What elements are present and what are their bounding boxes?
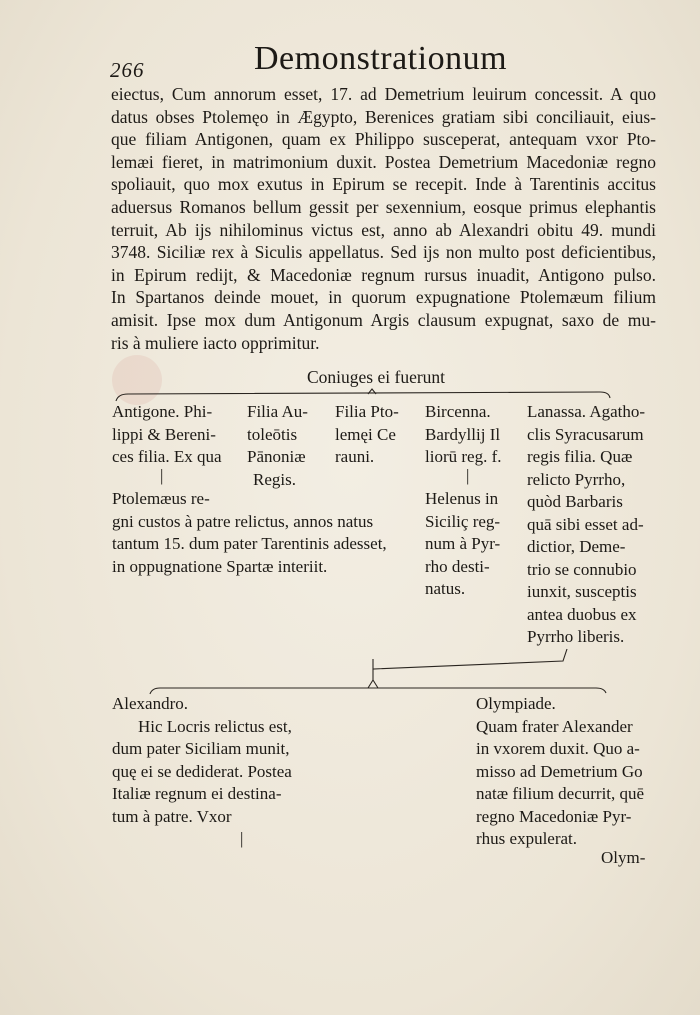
catchword: Olym- [601, 848, 646, 867]
stemma-text: rauni. [335, 447, 375, 466]
stemma-text: Lanassa. Agatho- [527, 402, 646, 421]
page-number: 266 [110, 58, 145, 82]
child-alexander [112, 693, 292, 828]
body-line: In Spartanos deinde mouet, in quorum expugnatione Ptolemæum filium [111, 287, 656, 308]
spouse-ceraunus-daughter [335, 401, 399, 469]
stemma-text: Filia Au- [247, 402, 308, 421]
stemma-text: Hic Locris relictus est, [138, 716, 292, 736]
body-line: in Epirum redijt, & Macedoniæ regnum rursus inuadit, Antigono pulso. [111, 264, 656, 285]
descent-bar: | [160, 466, 164, 485]
stemma-text: Bircenna. [425, 402, 491, 421]
stemma-text: in vxorem duxit. Quo a- [476, 739, 640, 758]
stemma-text: quòd Barbaris [527, 492, 623, 511]
stemma-text: lippi & Bereni- [112, 424, 216, 444]
spouse-autoleon-daughter [247, 401, 308, 491]
body-line: aduersus Romanos bellum gessit per sexennium, eosque primus elephantis [111, 196, 656, 217]
stemma-text: tantum 15. dum pater Tarentinis adesset, [112, 534, 387, 553]
stemma-text: Bardyllij Il [425, 424, 501, 444]
body-line: terruit, Ab ijs nihilominus victus est, anno ab Alexandri obitu 49. mundi [111, 219, 656, 240]
child-helenus [425, 488, 500, 601]
stemma-text: Alexandro. [112, 694, 189, 713]
stemma-text: rho desti- [425, 556, 490, 576]
stemma-text: Helenus in [425, 489, 499, 508]
spouse-antigone [112, 401, 222, 469]
body-line: datus obses Ptolemęo in Ægypto, Berenices gratiam sibi conciliauit, eius- [111, 106, 656, 127]
stemma-text: Italiæ regnum ei destina- [112, 784, 282, 803]
body-line: lemæi fieret, in matrimonium duxit. Postea Demetrium Macedoniæ regno [111, 151, 656, 172]
stemma-text: tum à patre. Vxor [112, 806, 232, 826]
spouse-bircenna [425, 401, 501, 469]
stemma-text: lemęi Ce [335, 424, 396, 444]
stemma-text: Filia Pto- [335, 402, 399, 421]
body-line: 3748. Siciliæ rex à Siculis appellatus. Sed ijs non multo post deficientibus, [111, 242, 656, 263]
stemma-text: quę ei se dediderat. Postea [112, 761, 292, 781]
stemma-text: antea duobus ex [527, 604, 637, 624]
stemma-text: clis Syracusarum [527, 424, 644, 444]
stemma-text: dictior, Deme- [527, 537, 626, 556]
stemma-text: Siciliç reg- [425, 511, 501, 531]
stemma-text: in oppugnatione Spartæ interiit. [112, 556, 328, 576]
descent-bar: | [240, 829, 244, 848]
stemma-text: Ptolemæus re- [112, 489, 210, 508]
stemma-text: ces filia. Ex qua [112, 447, 222, 466]
stemma-text: toleōtis [247, 424, 298, 444]
stemma-text: regis filia. Quæ [527, 447, 633, 466]
stemma-text: Antigone. Phi- [112, 402, 213, 421]
stemma-text: trio se connubio [527, 559, 637, 579]
body-line: spoliauit, quo mox exutus in Epirum se recepit. Inde à Tarentinis accitus [111, 174, 656, 195]
running-title: Demonstrationum [254, 40, 508, 77]
stemma-heading: Coniuges ei fuerunt [307, 367, 446, 387]
spouse-lanassa [527, 401, 645, 649]
stemma-text: quā sibi esset ad- [527, 514, 644, 534]
stemma-text: regno Macedoniæ Pyr- [476, 806, 632, 826]
spouse-olympias [476, 693, 644, 851]
body-line: amisit. Ipse mox dum Antigonum Argis clausum expugnat, saxo de mu- [111, 309, 656, 330]
stemma-text: gni custos à patre relictus, annos natus [112, 511, 374, 531]
stemma-text: iunxit, susceptis [527, 582, 637, 601]
stemma-text: num à Pyr- [425, 534, 501, 553]
stemma-text: rhus expulerat. [476, 829, 578, 848]
stemma-text: Olympiade. [476, 694, 556, 713]
body-line: que filiam Antigonen, quam ex Philippo susceperat, antequam vxor Pto- [111, 129, 656, 150]
stemma-text: dum pater Siciliam munit, [112, 739, 290, 758]
stemma-text: misso ad Demetrium Go [476, 761, 643, 781]
stemma-text: liorū reg. f. [425, 447, 502, 466]
body-line: eiectus, Cum annorum esset, 17. ad Demetrium leuirum concessit. A quo [111, 84, 656, 104]
stemma-text: Pyrrho liberis. [527, 627, 625, 646]
descent-bar: | [466, 466, 470, 485]
stemma-text: natæ filium decurrit, quē [476, 784, 645, 803]
stemma-text: relicto Pyrrho, [527, 469, 626, 489]
stemma-text: Regis. [253, 469, 296, 489]
body-line: ris à muliere iacto opprimitur. [111, 332, 320, 353]
stemma-text: natus. [425, 579, 466, 598]
child-ptolemaeus [112, 488, 387, 578]
stemma-text: Pānoniæ [247, 447, 306, 466]
stemma-text: Quam frater Alexander [476, 716, 633, 736]
